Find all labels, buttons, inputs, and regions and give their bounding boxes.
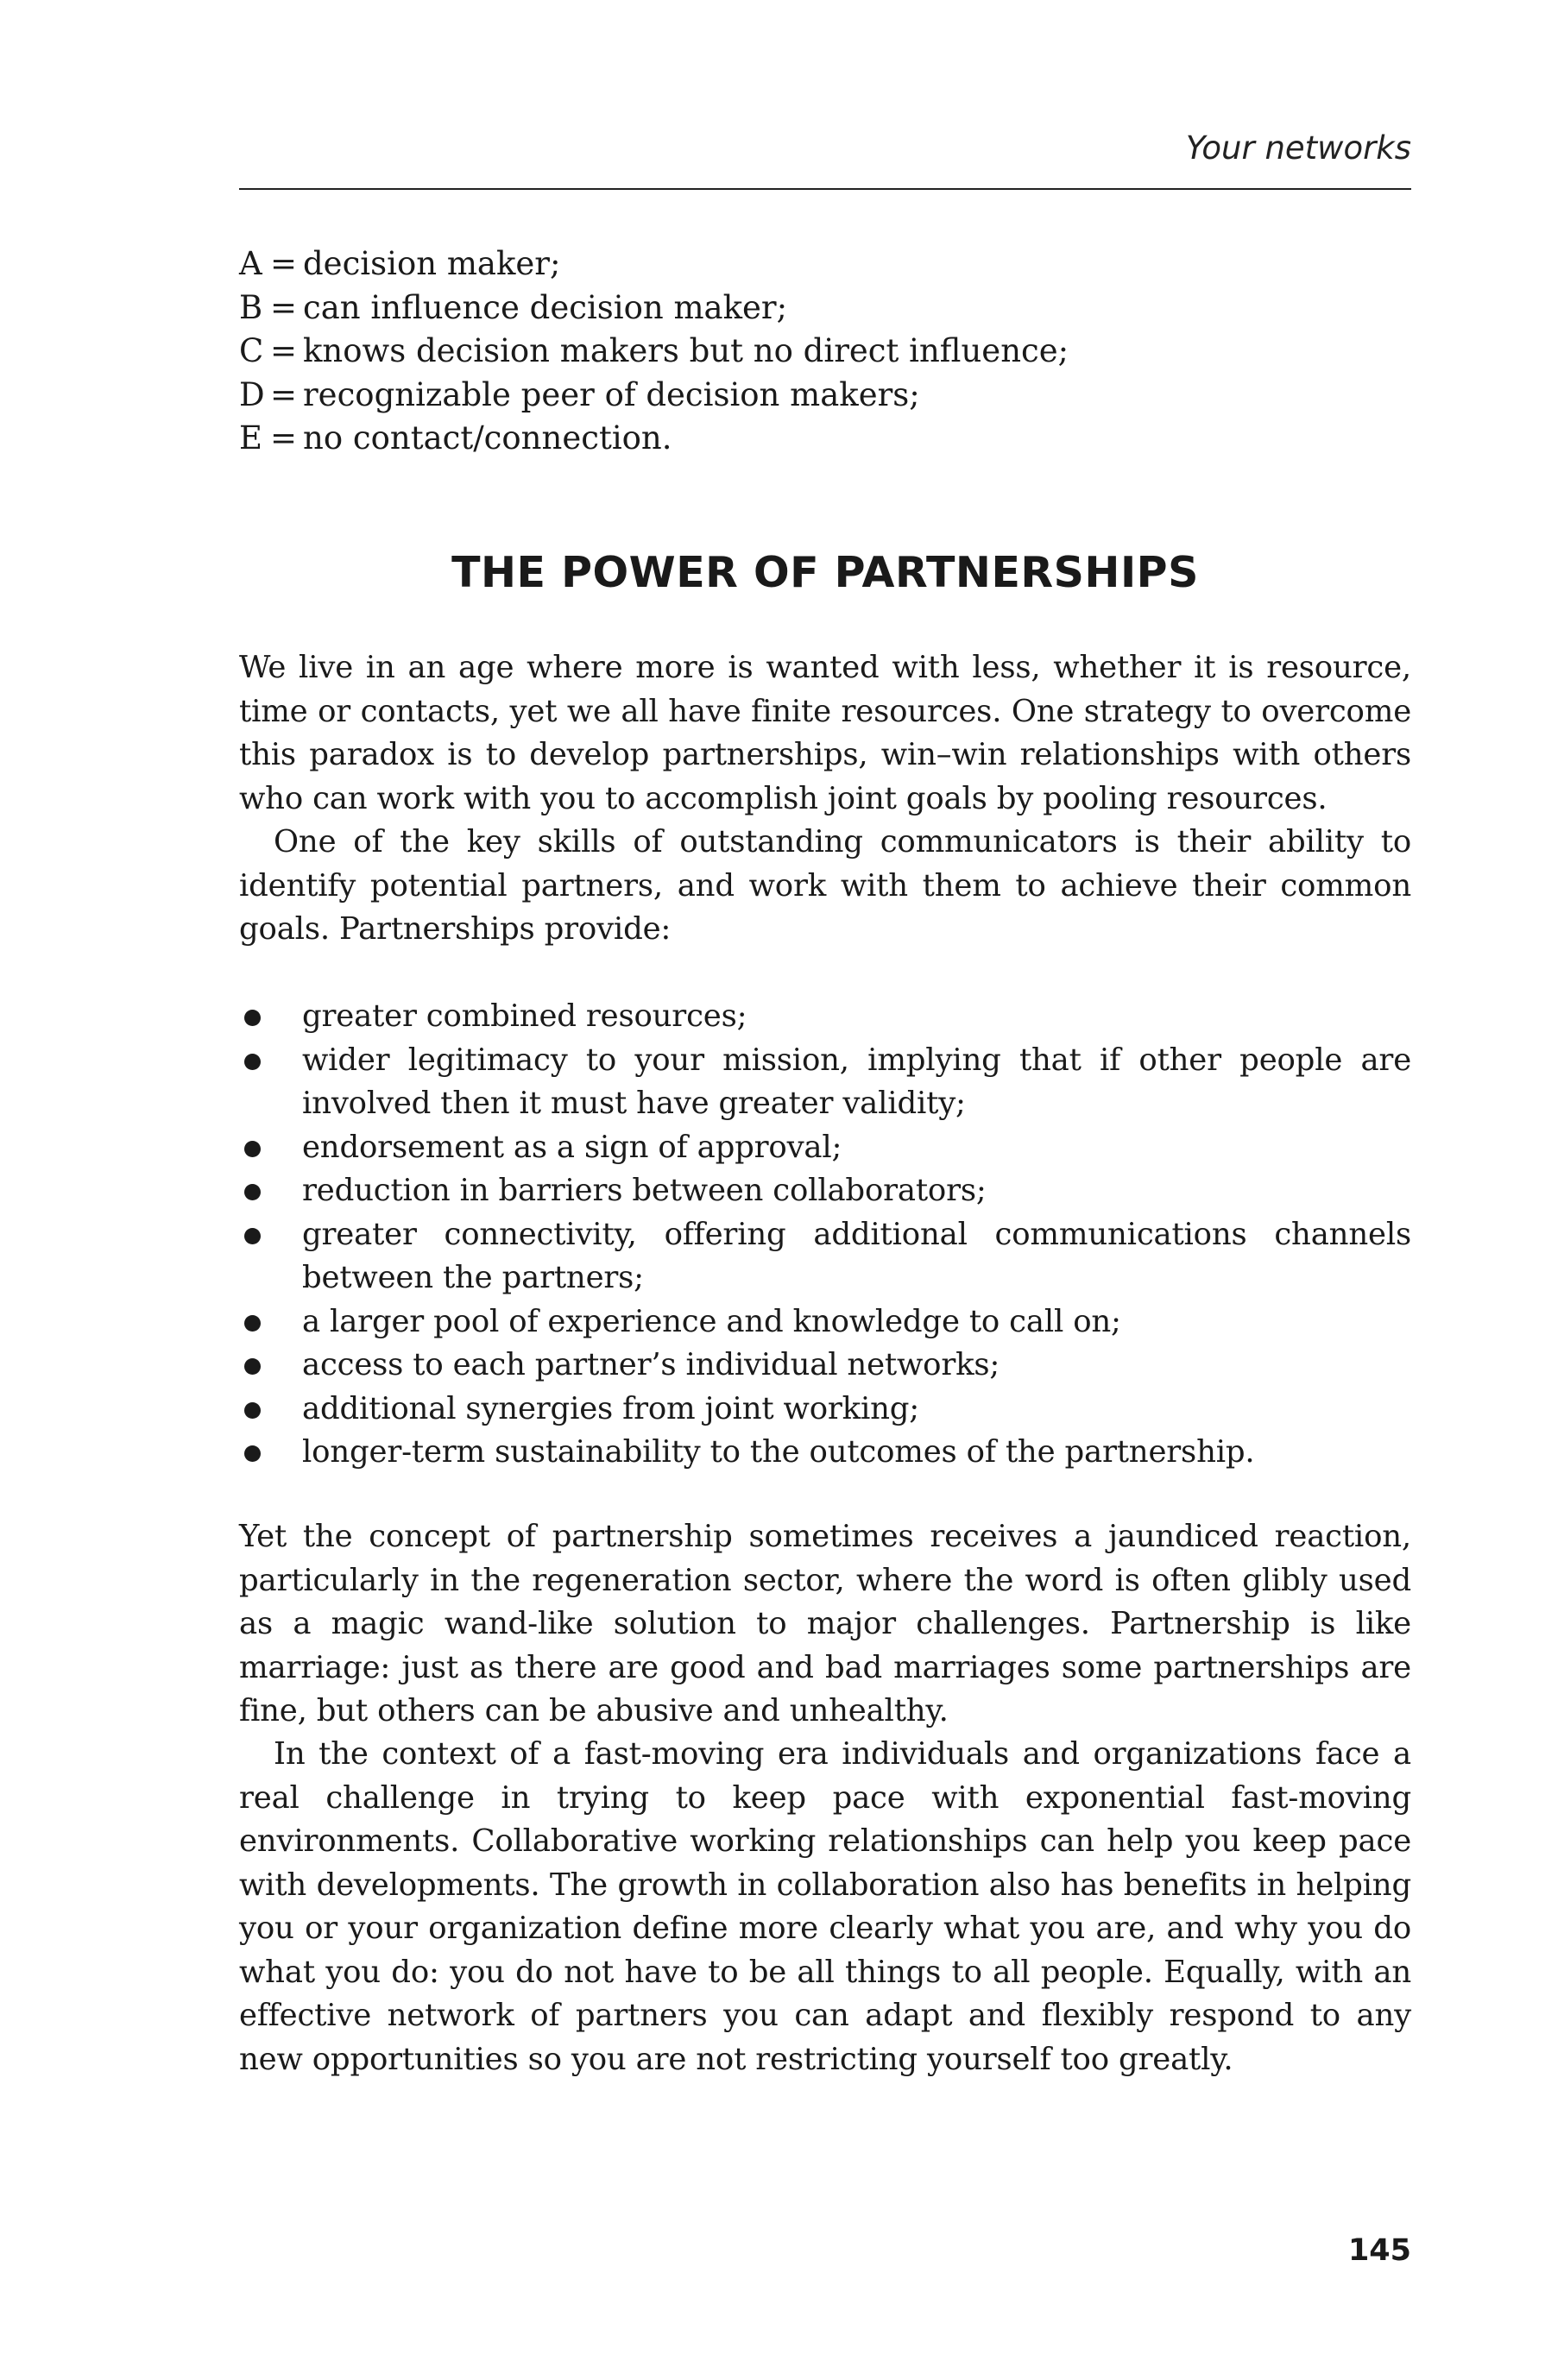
definition-item xyxy=(239,374,1411,418)
bullet-icon xyxy=(244,1054,261,1070)
bullet-icon xyxy=(244,1228,261,1244)
bullet-text: wider legitimacy to your mission, implying that if other people are involved then it must have greater validity; xyxy=(302,1042,1411,1121)
section-title: THE POWER OF PARTNERSHIPS xyxy=(451,548,1199,597)
bullet-icon xyxy=(244,1184,261,1200)
definition-text: can influence decision maker; xyxy=(303,288,788,326)
definition-equals: = xyxy=(270,419,298,456)
definition-equals: = xyxy=(270,332,298,369)
bullet-text: a larger pool of experience and knowledge to call on; xyxy=(302,1303,1121,1339)
running-head: Your networks xyxy=(1185,129,1411,167)
bullet-text: additional synergies from joint working; xyxy=(302,1390,920,1426)
bullet-item xyxy=(239,1213,1411,1300)
definition-letter: E xyxy=(239,419,263,456)
bullet-text: greater connectivity, offering additional communications channels between the partners; xyxy=(302,1216,1411,1295)
bullet-item xyxy=(239,1169,1411,1213)
definition-item xyxy=(239,330,1411,374)
bullet-icon xyxy=(244,1445,261,1462)
definition-letter: A xyxy=(239,245,262,282)
bullet-item xyxy=(239,1126,1411,1170)
bullet-text: greater combined resources; xyxy=(302,998,747,1034)
bullet-item xyxy=(239,1431,1411,1475)
body-paragraph: One of the key skills of outstanding communicators is their ability to identify potential partners, and work with them to achieve their common goals. Partnerships provide: xyxy=(239,824,1411,947)
book-page xyxy=(239,0,1411,2380)
bullet-item xyxy=(239,1300,1411,1344)
definition-text: recognizable peer of decision makers; xyxy=(303,375,920,413)
bullet-item xyxy=(239,995,1411,1039)
body-paragraph: In the context of a fast-moving era individuals and organizations face a real challenge in trying to keep pace with exponential fast-moving environments. Collaborative working relationships can help you keep pace with developments. The growth in collaboration also has benefits in helping you or your organization define more clearly what you are, and why you do what you do: you do not have to be all things to all people. Equally, with an effective network of partners you can adapt and flexibly respond to any new opportunities so you are not restricting yourself too greatly. xyxy=(239,1736,1411,2077)
definition-equals: = xyxy=(270,375,298,413)
bullet-icon xyxy=(244,1358,261,1375)
page-number: 145 xyxy=(1347,2233,1411,2268)
definition-letter: C xyxy=(239,332,264,369)
definition-list xyxy=(239,242,1411,461)
definition-text: knows decision makers but no direct influence; xyxy=(303,332,1069,369)
bullet-text: endorsement as a sign of approval; xyxy=(302,1129,842,1165)
definition-equals: = xyxy=(270,288,298,326)
bullet-list xyxy=(239,995,1411,1475)
bullet-icon xyxy=(244,1141,261,1157)
bullet-icon xyxy=(244,1402,261,1419)
body-paragraph: We live in an age where more is wanted with less, whether it is resource, time or contacts, yet we all have finite resources. One strategy to overcome this paradox is to develop partnerships, win–win relationships with others who can work with you to accomplish joint goals by pooling resources. xyxy=(239,650,1411,816)
definition-letter: B xyxy=(239,288,263,326)
bullet-item xyxy=(239,1388,1411,1432)
definition-equals: = xyxy=(270,245,298,282)
bullet-icon xyxy=(244,1010,261,1026)
bullet-item xyxy=(239,1344,1411,1388)
bullet-icon xyxy=(244,1315,261,1332)
bullet-text: reduction in barriers between collaborators; xyxy=(302,1173,987,1208)
header-rule xyxy=(239,188,1411,190)
bullet-item xyxy=(239,1039,1411,1126)
definition-text: no contact/connection. xyxy=(303,419,672,456)
definition-item xyxy=(239,242,1411,286)
definition-item xyxy=(239,417,1411,461)
bullet-text: longer-term sustainability to the outcomes of the partnership. xyxy=(302,1434,1255,1470)
definition-text: decision maker; xyxy=(303,245,561,282)
definition-letter: D xyxy=(239,375,265,413)
bullet-text: access to each partner’s individual networks; xyxy=(302,1347,1000,1382)
definition-item xyxy=(239,286,1411,331)
body-paragraph: Yet the concept of partnership sometimes receives a jaundiced reaction, particularly in the regeneration sector, where the word is often glibly used as a magic wand-like solution to major challenges. Partnership is like marriage: just as there are good and bad marriages some partnerships are fine, but others can be abusive and unhealthy. xyxy=(239,1519,1411,1728)
